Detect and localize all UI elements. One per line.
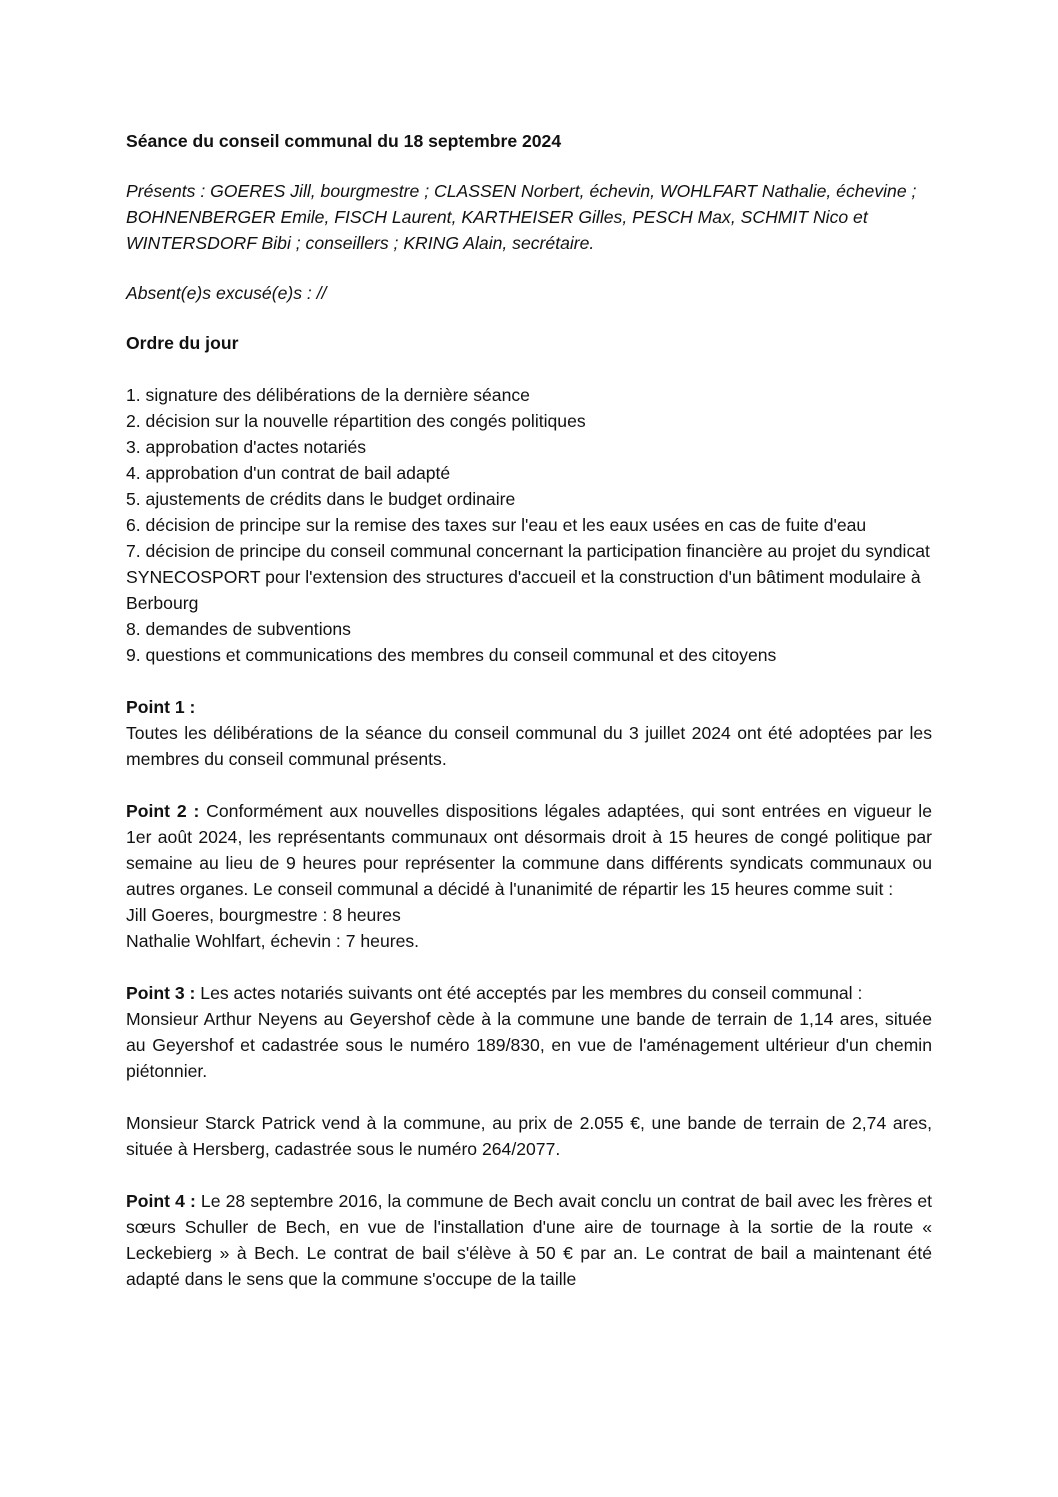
agenda-item: 5. ajustements de crédits dans le budget ordinaire — [126, 489, 516, 509]
document-title: Séance du conseil communal du 18 septembre 2024 — [126, 131, 562, 151]
point-3-para-2: Monsieur Starck Patrick vend à la commune, au prix de 2.055 €, une bande de terrain de 2,74 ares, située à Hersberg, cadastrée sous le numéro 264/2077. — [126, 1113, 932, 1159]
agenda-item: 9. questions et communications des membres du conseil communal et des citoyens — [126, 645, 777, 665]
agenda-item: 7. décision de principe du conseil communal concernant la participation financière au projet du syndicat SYNECOSPORT pour l'extension des structures d'accueil et la construction d'un bâtiment modulaire à Berbourg — [126, 541, 930, 613]
point-2-section — [126, 798, 932, 954]
point-3-text: Les actes notariés suivants ont été acceptés par les membres du conseil communal : — [195, 983, 863, 1003]
agenda-item: 1. signature des délibérations de la dernière séance — [126, 385, 530, 405]
point-1-label: Point 1 : — [126, 697, 196, 717]
point-4-section — [126, 1188, 932, 1292]
agenda-item: 2. décision sur la nouvelle répartition des congés politiques — [126, 411, 586, 431]
point-1-section — [126, 694, 932, 772]
point-3-body — [126, 983, 862, 1003]
point-4-text: Le 28 septembre 2016, la commune de Bech avait conclu un contrat de bail avec les frères et sœurs Schuller de Bech, en vue de l'installation d'une aire de tournage à la sortie de la route « Leckebierg » à Bech. Le contrat de bail s'élève à 50 € par an. Le contrat de bail a maintenant été adapté dans le sens que la commune s'occupe de la taille — [126, 1191, 932, 1289]
point-2-line-2: Nathalie Wohlfart, échevin : 7 heures. — [126, 931, 420, 951]
point-3-section — [126, 980, 932, 1084]
point-2-line-1: Jill Goeres, bourgmestre : 8 heures — [126, 905, 401, 925]
document-page — [126, 128, 932, 1318]
point-2-label: Point 2 : — [126, 801, 200, 821]
agenda-item: 4. approbation d'un contrat de bail adapté — [126, 463, 451, 483]
agenda-list — [126, 382, 932, 668]
point-1-text: Toutes les délibérations de la séance du conseil communal du 3 juillet 2024 ont été adoptées par les membres du conseil communal présents. — [126, 723, 932, 769]
point-2-text: Conformément aux nouvelles dispositions légales adaptées, qui sont entrées en vigueur le 1er août 2024, les représentants communaux ont désormais droit à 15 heures de congé politique par semaine au lieu de 9 heures pour représenter la commune dans différents syndicats communaux ou autres organes. Le conseil communal a décidé à l'unanimité de répartir les 15 heures comme suit : — [126, 801, 932, 899]
absent-list: Absent(e)s excusé(e)s : // — [126, 283, 327, 303]
point-3-para-1: Monsieur Arthur Neyens au Geyershof cède à la commune une bande de terrain de 1,14 ares, située au Geyershof et cadastrée sous le numéro 189/830, en vue de l'aménagement ultérieur d'un chemin piétonnier. — [126, 1009, 932, 1081]
point-4-label: Point 4 : — [126, 1191, 196, 1211]
agenda-item: 3. approbation d'actes notariés — [126, 437, 367, 457]
agenda-item: 6. décision de principe sur la remise des taxes sur l'eau et les eaux usées en cas de fuite d'eau — [126, 515, 867, 535]
point-3-label: Point 3 : — [126, 983, 196, 1003]
agenda-item: 8. demandes de subventions — [126, 619, 351, 639]
point-2-body — [126, 801, 932, 899]
agenda-heading: Ordre du jour — [126, 333, 239, 353]
presents-list: Présents : GOERES Jill, bourgmestre ; CLASSEN Norbert, échevin, WOHLFART Nathalie, échevine ; BOHNENBERGER Emile, FISCH Laurent, KARTHEISER Gilles, PESCH Max, SCHMIT Nico et WINTERSDORF Bibi ; conseillers ; KRING Alain, secrétaire. — [126, 181, 917, 253]
